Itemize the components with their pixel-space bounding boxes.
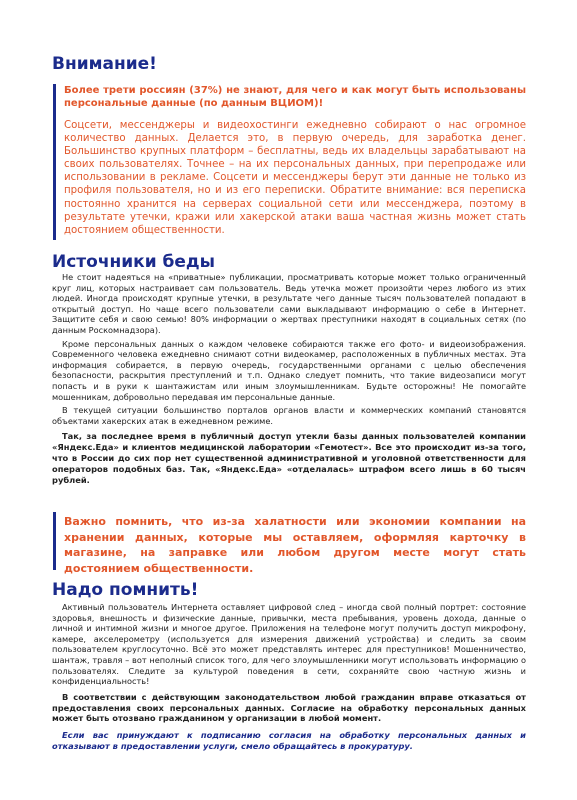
section-title-attention: Внимание! (52, 54, 157, 74)
section-title-remember: Надо помнить! (52, 580, 199, 600)
remember-paragraph-2: В соответствии с действующим законодательством любой гражданин вправе отказаться от предоставления своих персональных данных. Согласие на обработку персональных данных может быть отозвано гражданином у организации в любой момент. (52, 691, 526, 724)
callout-block (64, 514, 526, 576)
remember-paragraph-1: Активный пользователь Интернета оставляет цифровой след – иногда свой полный портрет: состояние здоровья, внешность и физические данные, привычки, места пребывания, уровень дохода, данные о личной и интимной жизни и многое другое. Приложения на телефоне могут получить доступ микрофону, камере, акселерометру (используется для измерения движений устройства) и следить за своим пользователем круглосуточно. Всё это может представлять интерес для преступников! Мошенничество, шантаж, травля – вот неполный список того, для чего злоумышленники могут использовать информацию о пользователях. Следите за культурой поведения в сети, сохраняйте свою частную жизнь и конфиденциальность! (52, 602, 526, 687)
section-title-sources: Источники беды (52, 252, 216, 272)
callout-text: Важно помнить, что из-за халатности или экономии компании на хранении данных, которые мы оставляем, оформляя карточку в магазине, на заправке или любом другом месте могут стать достоянием общественности. (64, 515, 526, 575)
attention-paragraph: Соцсети, мессенджеры и видеохостинги ежедневно собирают о нас огромное количество данных. Делается это, в первую очередь, для заработка денег. Большинство крупных платформ – бесплатны, ведь их владельцы зарабатывают на своих пользователях. Точнее – на их персональных данных, при перепродаже или использовании в рекламе. Соцсети и мессенджеры берут эти данные не только из профиля пользователя, но и из его переписки. Обратите внимание: вся переписка постоянно хранится на серверах социальной сети или мессенджера, поэтому в результате утечки, кражи или хакерской атаки ваша частная жизнь может стать достоянием общественности. (64, 120, 526, 236)
sources-paragraph-3: В текущей ситуации большинство порталов органов власти и коммерческих компаний становятся объектами хакерских атак в ежедневном режиме. (52, 405, 526, 426)
remember-paragraph-3: Если вас принуждают к подписанию согласия на обработку персональных данных и отказывают в предоставлении услуги, смело обращайтесь в прокуратуру. (52, 730, 526, 751)
accent-bar (53, 84, 56, 240)
sources-paragraph-4: Так, за последнее время в публичный доступ утекли базы данных пользователей компании «Яндекс.Еда» и клиентов медицинской лаборатории «Гемотест». Все это происходит из-за того, что в России до сих пор нет существенной административной и уголовной ответственности для операторов подобных баз. Так, «Яндекс.Еда» «отделалась» штрафом всего лишь в 60 тысяч рублей. (52, 431, 526, 485)
remember-block (52, 602, 526, 752)
callout-bar (53, 512, 56, 570)
attention-lede: Более трети россиян (37%) не знают, для чего и как могут быть использованы персональные данные (по данным ВЦИОМ)! (64, 85, 526, 109)
attention-block (64, 84, 526, 237)
sources-block (52, 272, 526, 485)
sources-paragraph-1: Не стоит надеяться на «приватные» публикации, просматривать которые может только ограниченный круг лиц, которых настраивает сам пользователь. Ведь утечка может произойти через любого из этих людей. Иногда происходят крупные утечки, в результате чего данные тысяч пользователей попадают в открытый доступ. Но чаще всего пользователи сами выкладывают информацию о себе в Интернет. Защитите себя и свою семью! 80% информации о жертвах преступники находят в социальных сетях (по данным Роскомнадзора). (52, 272, 526, 335)
sources-paragraph-2: Кроме персональных данных о каждом человеке собираются также его фото- и видеоизображения. Современного человека ежедневно снимают сотни видеокамер, расположенных в публичных местах. Эта информация собирается, в первую очередь, государственными органами с целью обеспечения безопасности, раскрытия преступлений и т.п. Однако следует помнить, что такие видеозаписи могут попасть и в руки к шантажистам или иным злоумышленникам. Будьте осторожны! Не помогайте мошенникам, добровольно передавая им персональные данные. (52, 338, 526, 402)
